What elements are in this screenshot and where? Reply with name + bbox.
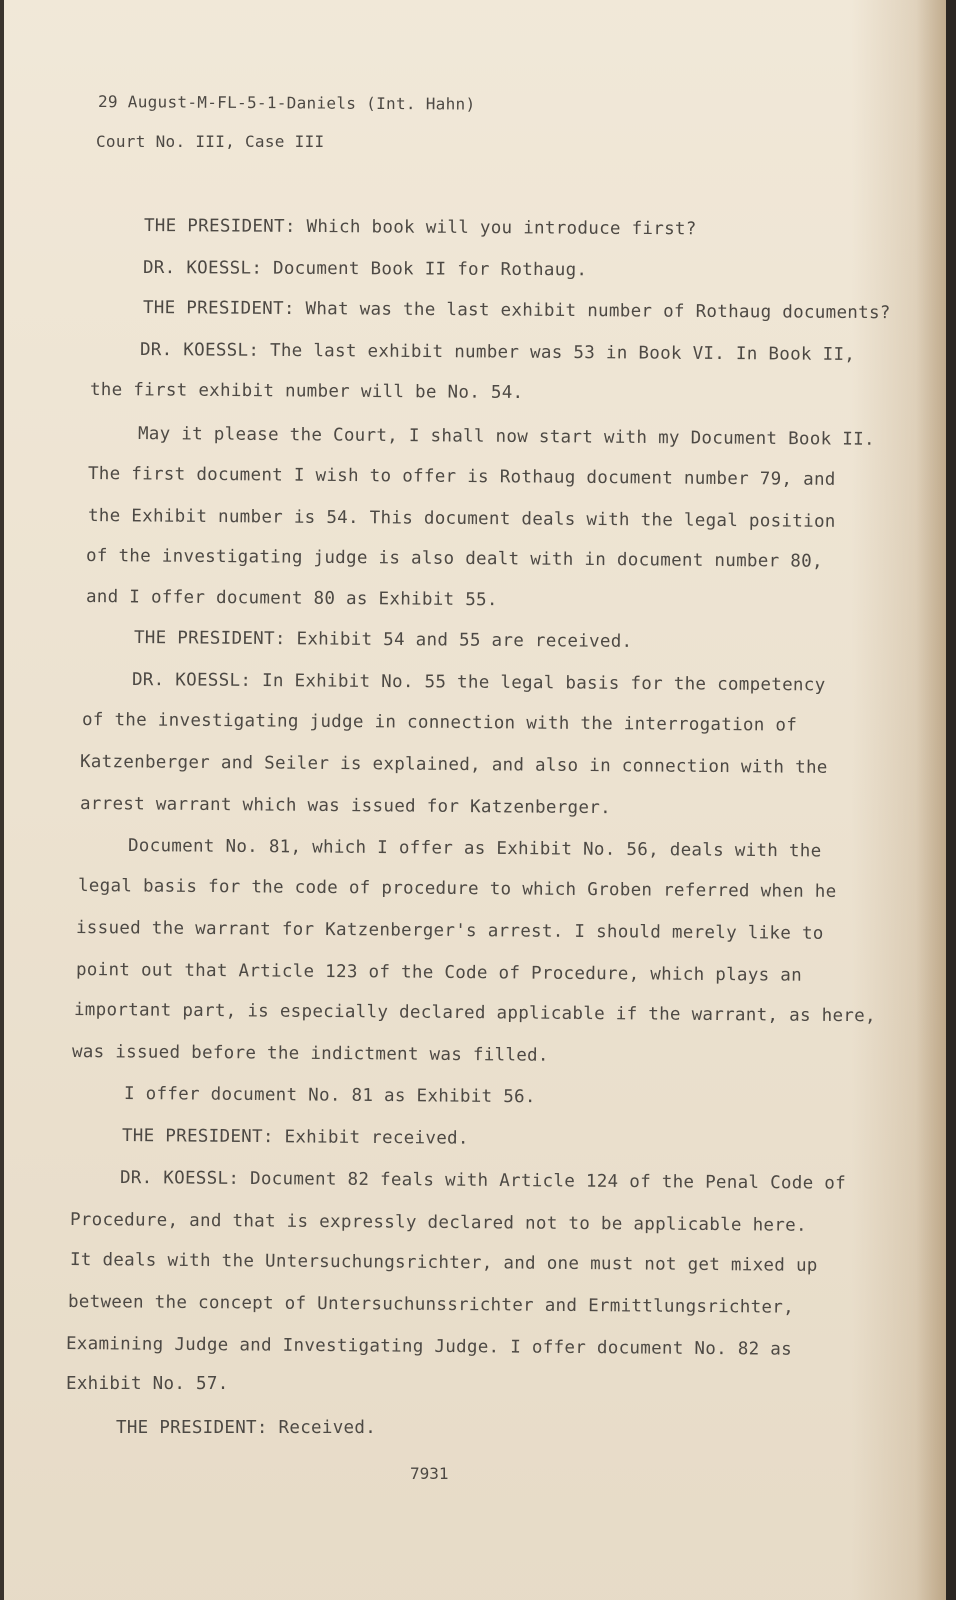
transcript-line: of the investigating judge is also dealt with in document number 80, [85, 546, 823, 572]
header-line-2: Court No. III, Case III [96, 132, 325, 151]
transcript-line: DR. KOESSL: The last exhibit number was 53 in Book VI. In Book II, [139, 340, 856, 365]
transcript-line: the Exhibit number is 54. This document deals with the legal position [87, 506, 836, 532]
transcript-line: arrest warrant which was issued for Katzenberger. [79, 794, 612, 819]
transcript-line: Exhibit No. 57. [66, 1374, 229, 1394]
transcript-line: legal basis for the code of procedure to which Groben referred when he [77, 876, 837, 902]
page-number: 7931 [410, 1464, 449, 1483]
transcript-line: of the investigating judge in connection with the interrogation of [81, 710, 798, 736]
transcript-line: I offer document No. 81 as Exhibit 56. [123, 1084, 536, 1108]
transcript-line: It deals with the Untersuchungsrichter, and one must not get mixed up [69, 1250, 818, 1276]
transcript-line: DR. KOESSL: In Exhibit No. 55 the legal basis for the competency [131, 670, 826, 696]
transcript-line: issued the warrant for Katzenberger's arrest. I should merely like to [75, 918, 824, 944]
transcript-line: point out that Article 123 of the Code of Procedure, which plays an [75, 960, 803, 986]
transcript-line: Katzenberger and Seiler is explained, and also in connection with the [79, 752, 828, 778]
transcript-line: was issued before the indictment was filled. [71, 1042, 549, 1066]
transcript-line: THE PRESIDENT: Exhibit 54 and 55 are received. [133, 628, 633, 652]
transcript-line: the first exhibit number will be No. 54. [89, 380, 524, 404]
transcript-line: Procedure, and that is expressly declared not to be applicable here. [69, 1210, 807, 1236]
transcript-line: between the concept of Untersuchunssrichter and Ermittlungsrichter, [67, 1292, 795, 1318]
transcript-line: DR. KOESSL: Document Book II for Rothaug. [142, 258, 588, 281]
header-line-1: 29 August-M-FL-5-1-Daniels (Int. Hahn) [97, 92, 476, 114]
transcript-line: DR. KOESSL: Document 82 feals with Article 124 of the Penal Code of [119, 1168, 847, 1194]
transcript-line: important part, is especially declared applicable if the warrant, as here, [73, 1000, 876, 1027]
transcript-line: THE PRESIDENT: Which book will you introduce first? [143, 216, 697, 240]
transcript-line: Examining Judge and Investigating Judge. I offer document No. 82 as [65, 1334, 793, 1360]
transcript-line: and I offer document 80 as Exhibit 55. [85, 587, 498, 611]
transcript-line: The first document I wish to offer is Rothaug document number 79, and [87, 464, 836, 490]
transcript-line: Document No. 81, which I offer as Exhibit No. 56, deals with the [127, 836, 822, 862]
transcript-line: May it please the Court, I shall now start with my Document Book II. [137, 424, 875, 450]
transcript-line: THE PRESIDENT: Received. [116, 1418, 377, 1438]
binding-edge [0, 0, 4, 1600]
transcript-line: THE PRESIDENT: Exhibit received. [121, 1126, 469, 1149]
page-edge-shadow [916, 0, 946, 1600]
transcript-line: THE PRESIDENT: What was the last exhibit number of Rothaug documents? [142, 298, 891, 324]
